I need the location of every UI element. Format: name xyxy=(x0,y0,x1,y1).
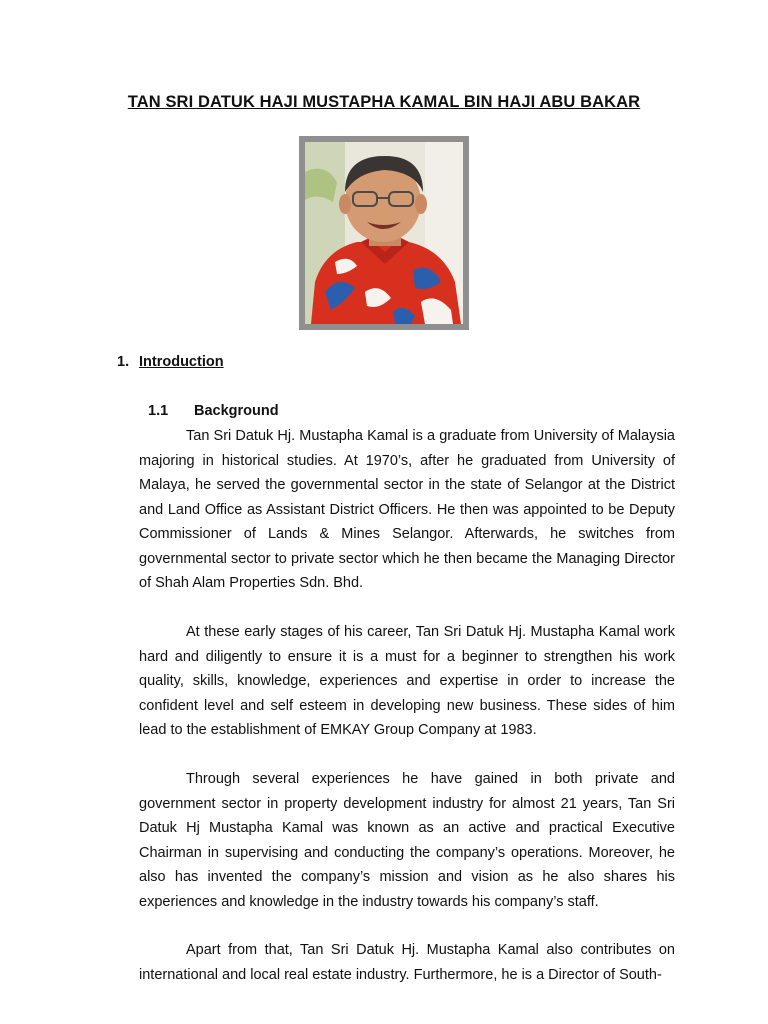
subsection-label: Background xyxy=(194,403,279,419)
paragraph-2: At these early stages of his career, Tan Sri Datuk Hj. Mustapha Kamal work hard and diligently to ensure it is a must for a beginner to strengthen his work quality, skills, knowledge, experiences and expertise in order to increase the confident level and self esteem in developing new business. These sides of him lead to the establishment of EMKAY Group Company at 1983. xyxy=(139,624,675,738)
paragraph-4: Apart from that, Tan Sri Datuk Hj. Mustapha Kamal also contributes on international and local real estate industry. Furthermore, he is a Director of South- xyxy=(139,942,675,983)
subsection-heading xyxy=(148,403,279,419)
section-number: 1. xyxy=(117,354,130,370)
portrait-photo xyxy=(305,142,463,324)
subsection-number: 1.1 xyxy=(148,403,169,419)
section-label: Introduction xyxy=(139,354,224,370)
paragraph-3: Through several experiences he have gained in both private and government sector in property development industry for almost 21 years, Tan Sri Datuk Hj Mustapha Kamal was known as an active and practical Executive Chairman in supervising and conducting the company’s operations. Moreover, he also has invented the company’s mission and vision as he also shares his experiences and knowledge in the industry towards his company’s staff. xyxy=(139,771,675,910)
paragraph-1: Tan Sri Datuk Hj. Mustapha Kamal is a graduate from University of Malaysia majoring in historical studies. At 1970’s, after he graduated from University of Malaya, he served the governmental sector in the state of Selangor at the District and Land Office as Assistant District Officers. He then was appointed to be Deputy Commissioner of Lands & Mines Selangor. Afterwards, he switches from governmental sector to private sector which he then became the Managing Director of Shah Alam Properties Sdn. Bhd. xyxy=(139,428,675,591)
page-title: TAN SRI DATUK HAJI MUSTAPHA KAMAL BIN HAJI ABU BAKAR xyxy=(127,93,641,111)
portrait-frame xyxy=(299,136,469,330)
section-heading xyxy=(117,354,224,370)
